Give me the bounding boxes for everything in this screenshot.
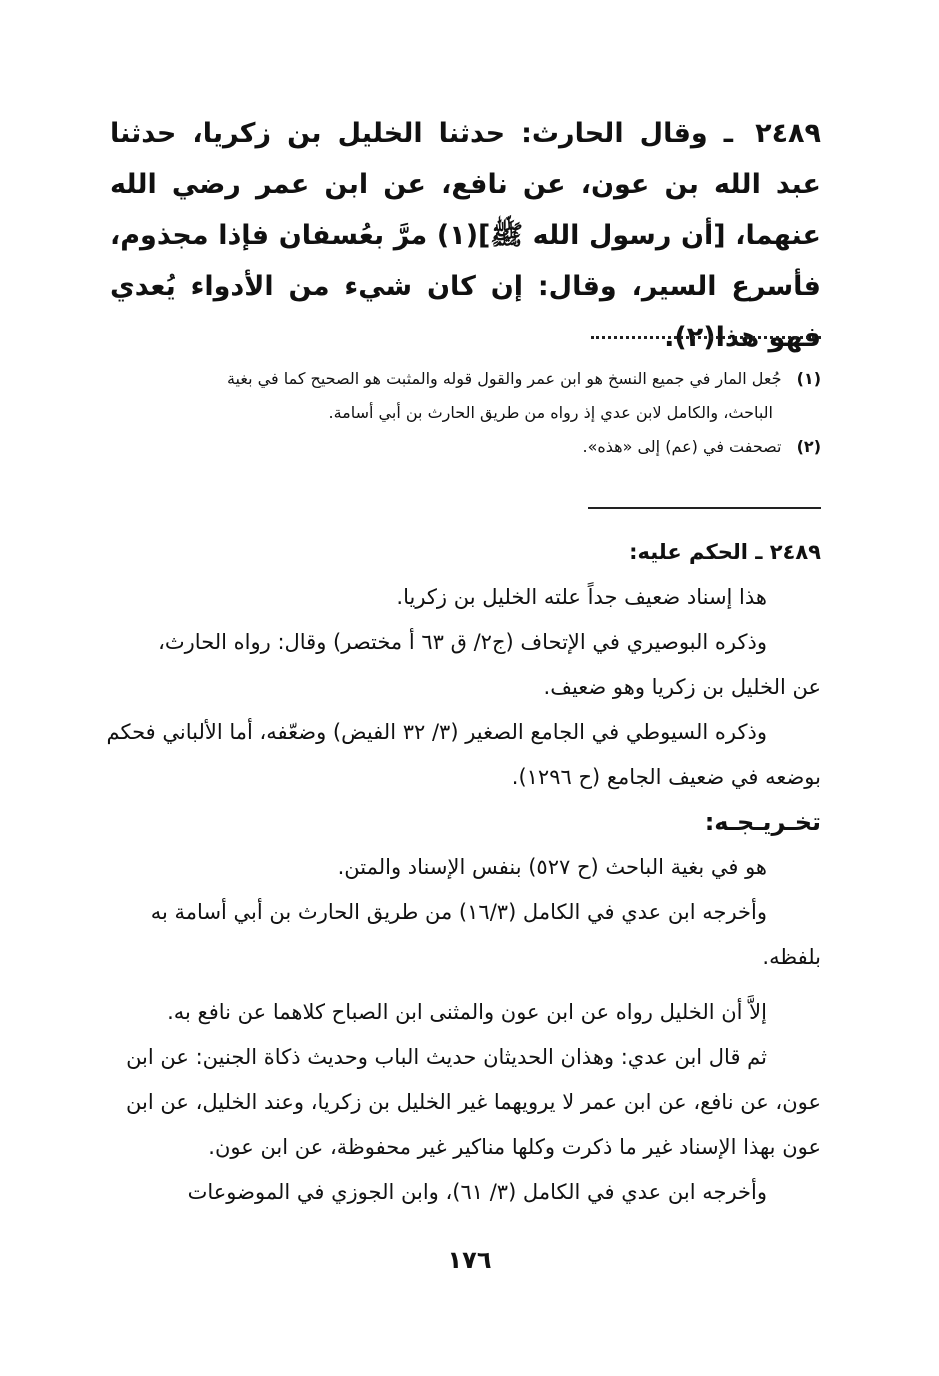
takhrij-heading: تخـريـجـه:: [704, 808, 821, 836]
hadith-number: ٢٤٨٩: [755, 118, 822, 149]
ruling-heading: ٢٤٨٩ ـ الحكم عليه:: [629, 540, 821, 564]
paragraph: عن الخليل بن زكريا وهو ضعيف.: [543, 675, 821, 699]
commentary: [96, 530, 821, 1215]
paragraph: وذكره السيوطي في الجامع الصغير (٣/ ٣٢ الفيض) وضعّفه، أما الألباني فحكم: [106, 720, 767, 744]
page-number: ١٧٦: [447, 1246, 492, 1274]
footnote-number: (٢): [796, 437, 821, 456]
footnote-1-continuation: الباحث، والكامل لابن عدي إذ رواه من طريق الحارث بن أبي أسامة.: [328, 403, 773, 422]
footnote-separator: [591, 336, 821, 339]
paragraph: بلفظه.: [762, 945, 821, 969]
footnote-1: [98, 362, 821, 396]
paragraph: بوضعه في ضعيف الجامع (ح ١٢٩٦).: [511, 765, 821, 789]
paragraph: وأخرجه ابن عدي في الكامل (٣/ ٦١)، وابن الجوزي في الموضوعات: [187, 1180, 767, 1204]
footnote-number: (١): [796, 369, 821, 388]
paragraph: إلاَّ أن الخليل رواه عن ابن عون والمثنى ابن الصباح كلاهما عن نافع به.: [167, 1000, 767, 1024]
paragraph: عون بهذا الإسناد غير ما ذكرت وكلها مناكير غير محفوظة، عن ابن عون.: [208, 1135, 821, 1159]
section-divider: [588, 507, 821, 509]
hadith-body: ـ وقال الحارث: حدثنا الخليل بن زكريا، حدثنا عبد الله بن عون، عن نافع، عن ابن عمر رضي الله عنهما، [أن رسول الله ﷺ](١) مرَّ بعُسفان فإذا مجذوم، فأسرع السير، وقال: إن كان شيء من الأدواء يُعدي فهو هذا(٢).: [110, 118, 821, 353]
footnote-2: [98, 430, 821, 464]
footnote-text: جُعل المار في جميع النسخ هو ابن عمر والقول قوله والمثبت هو الصحيح كما في بغية: [226, 369, 782, 388]
paragraph: هو في بغية الباحث (ح ٥٢٧) بنفس الإسناد والمتن.: [337, 855, 767, 879]
paragraph: عون، عن نافع، عن ابن عمر لا يرويهما غير الخليل بن زكريا، وعند الخليل، عن ابن: [126, 1090, 821, 1114]
paragraph: وأخرجه ابن عدي في الكامل (١٦/٣) من طريق الحارث بن أبي أسامة به: [150, 900, 767, 924]
footnotes: [98, 362, 821, 464]
paragraph: وذكره البوصيري في الإتحاف (ج٢/ ق ٦٣ أ مختصر) وقال: رواه الحارث،: [158, 630, 767, 654]
hadith-text: [110, 108, 821, 363]
footnote-text: تصحفت في (عم) إلى «هذه».: [582, 437, 782, 456]
paragraph: هذا إسناد ضعيف جداً علته الخليل بن زكريا.: [396, 585, 767, 609]
paragraph: ثم قال ابن عدي: وهذان الحديثان حديث الباب وحديث ذكاة الجنين: عن ابن: [126, 1045, 767, 1069]
